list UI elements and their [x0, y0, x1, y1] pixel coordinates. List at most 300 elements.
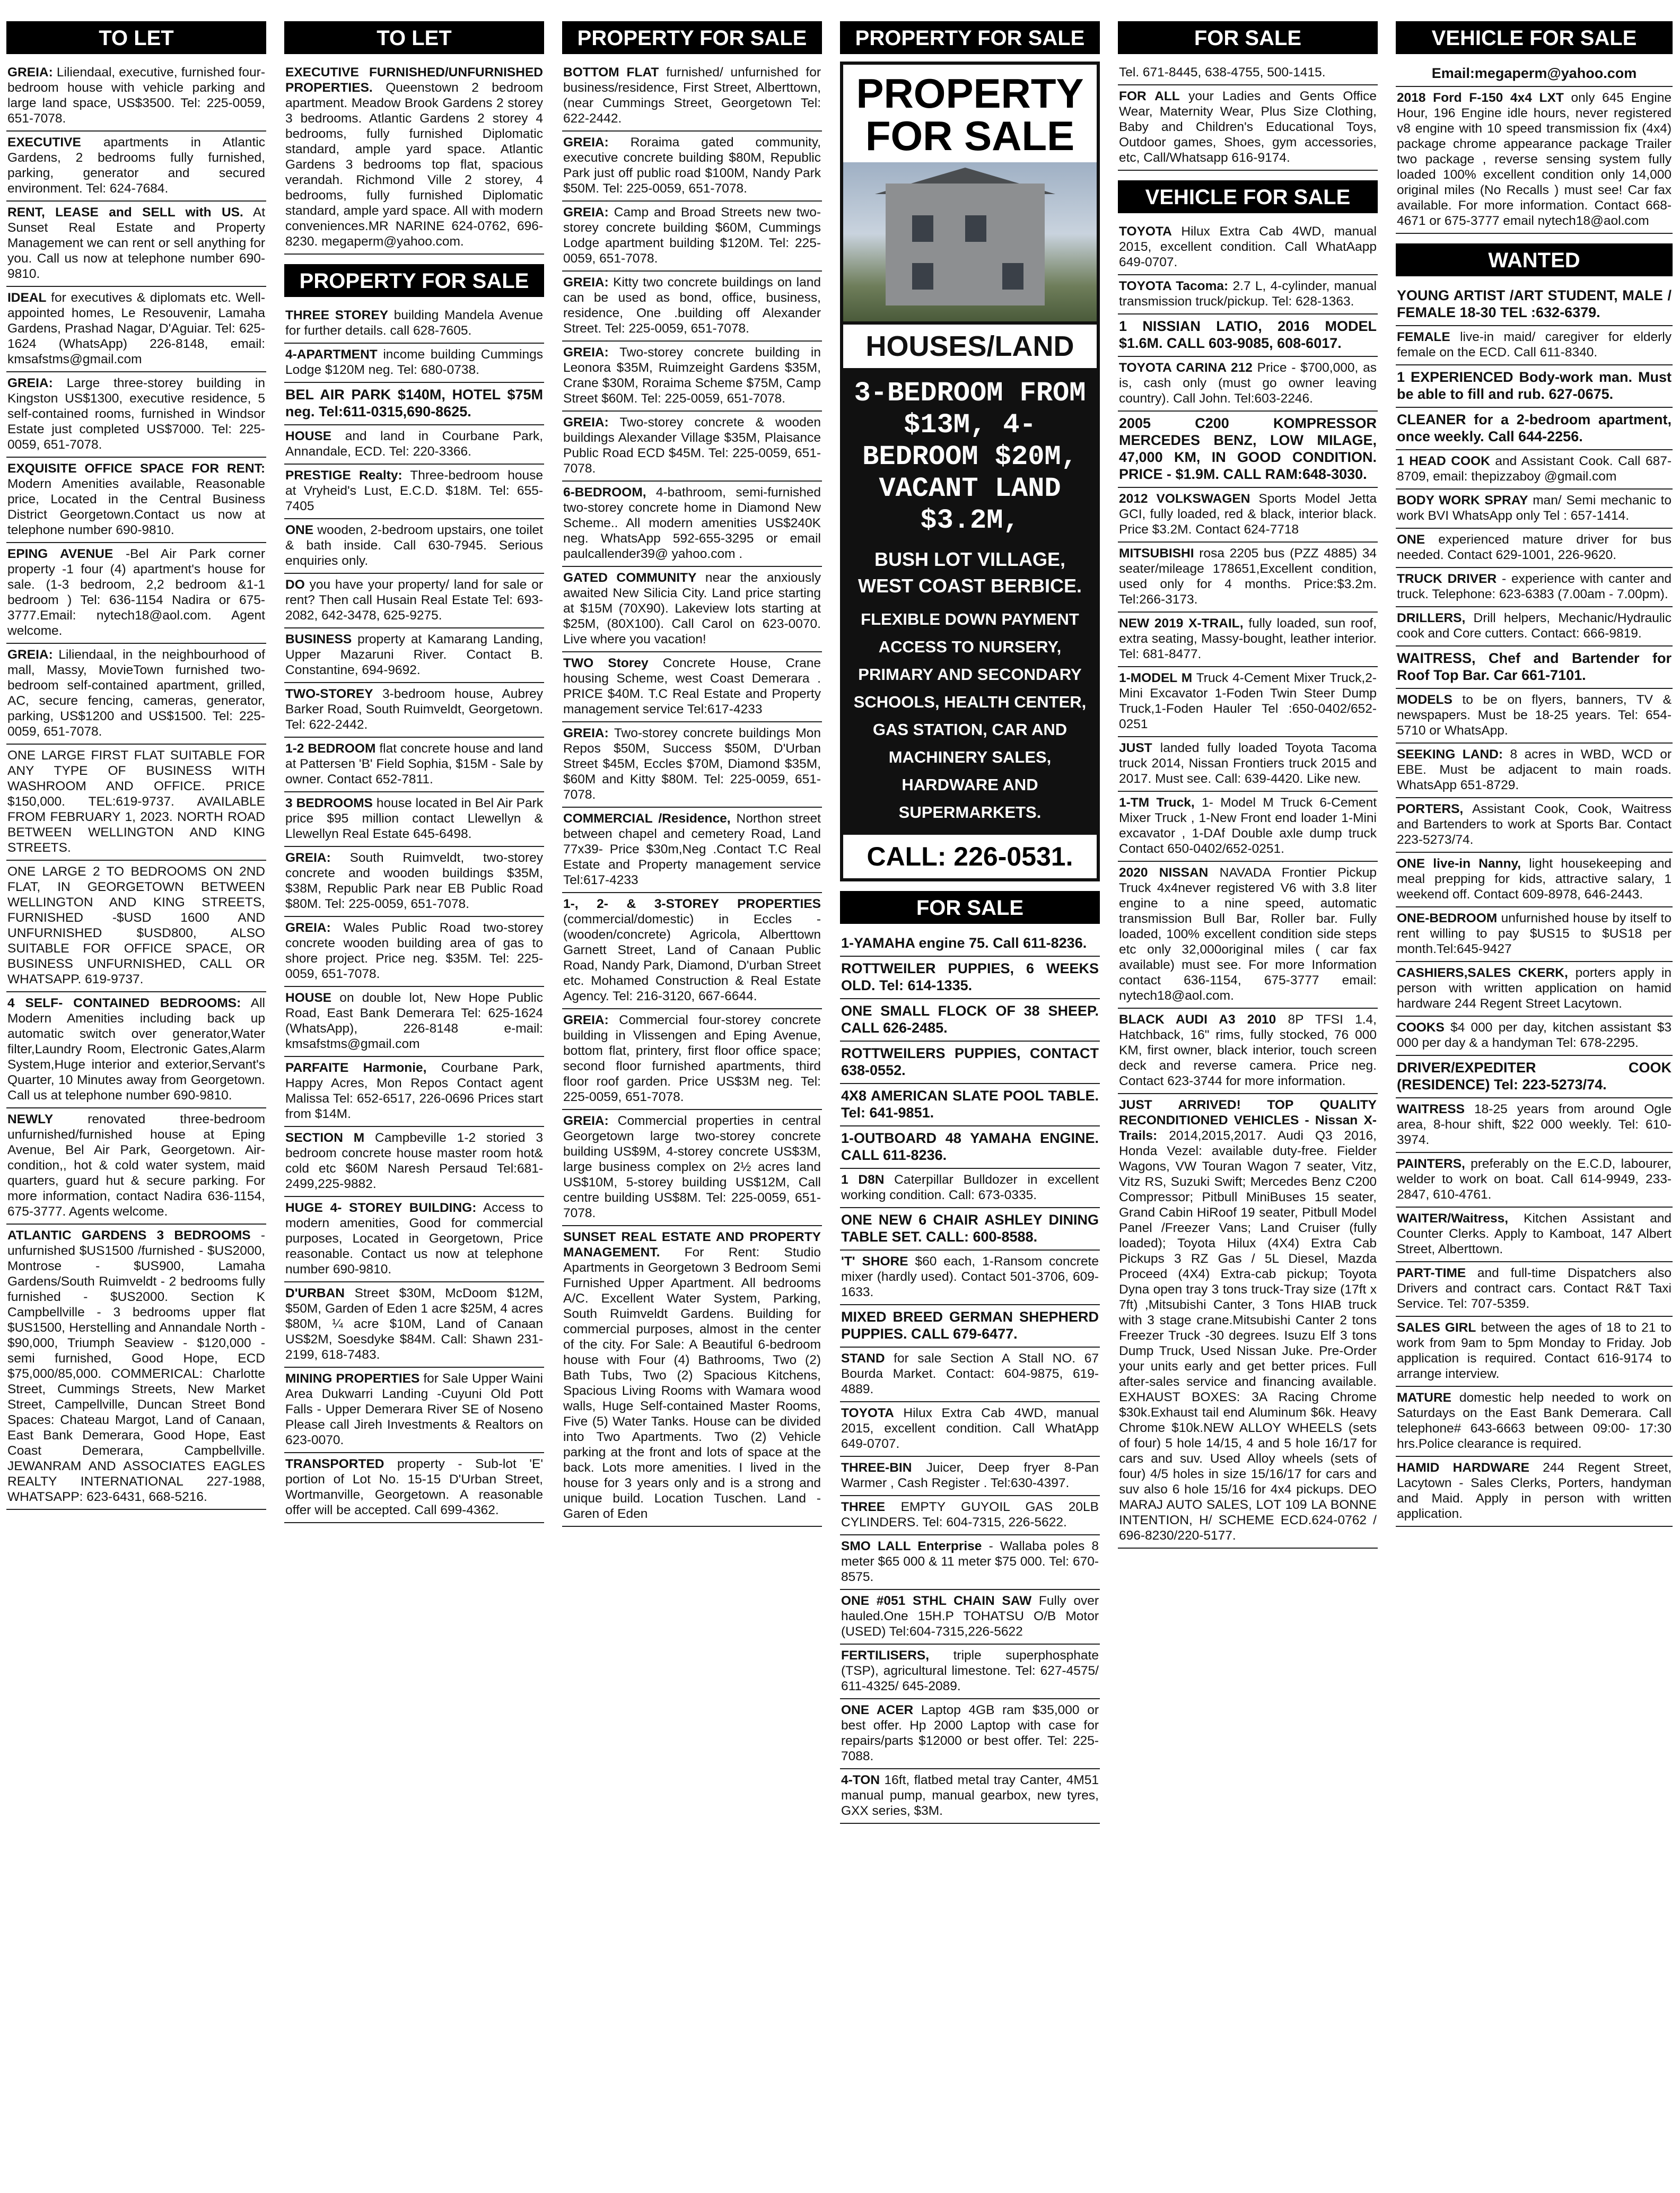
ad-body: Wales Public Road two-storey concrete wooden building area of gas to shore project. Price neg. $35M. Tel: 225-0059, 651-7078. — [285, 921, 543, 981]
ad-body: Juicer, Deep fryer 8-Pan Warmer , Cash Register . Tel:630-4397. — [841, 1461, 1099, 1490]
ad-body: Caterpillar Bulldozer in excellent working condition. Call: 673-0335. — [841, 1173, 1099, 1202]
ad-body: on double lot, New Hope Public Road, East Bank Demerara Tel: 625-1624 (WhatsApp), 226-8148 e-mail: kmsafstms@gmail.com — [285, 991, 543, 1051]
feature-location: BUSH LOT VILLAGE, WEST COAST BERBICE. — [843, 542, 1097, 604]
classified-ad — [1396, 1017, 1673, 1056]
classified-ad — [284, 1453, 544, 1523]
ad-lead: ONE — [285, 523, 314, 537]
ad-list — [562, 62, 822, 1527]
section-heading: TO LET — [284, 21, 544, 54]
ad-body: Courbane Park, Happy Acres, Mon Repos Contact agent Malissa Tel: 652-6517, 226-0696 Prices start from $14M. — [285, 1061, 543, 1121]
feature-amenities: FLEXIBLE DOWN PAYMENT ACCESS TO NURSERY, PRIMARY AND SECONDARY SCHOOLS, HEALTH CENTER, GAS STATION, CAR AND MACHINERY SALES, HARDWARE AND SUPERMARKETS. — [843, 604, 1097, 832]
ad-body: 16ft, flatbed metal tray Canter, 4M51 manual pump, manual gearbox, new tyres, GXX series, $3M. — [841, 1773, 1099, 1818]
classified-ad — [1118, 737, 1378, 792]
classified-ad — [562, 62, 822, 132]
ad-body: you have your property/ land for sale or rent? Then call Husain Real Estate Tel: 693-2082, 642-3478, 625-9275. — [285, 578, 543, 623]
house-window — [965, 215, 986, 242]
ad-lead: THREE STOREY — [285, 308, 389, 322]
ad-body: Two-storey concrete building in Leonora $35M, Ruimzeight Gardens $35M, Crane $30M, Roraima Scheme $75M, Camp Street $60M. Tel: 225-0059, 651-7078. — [563, 345, 821, 406]
ad-body: fully loaded, sun roof, extra seating, Massy-bought, leather interior. Tel: 681-8477. — [1119, 616, 1377, 661]
classified-ad — [1396, 408, 1673, 450]
ad-lead: 1 HEAD COOK — [1397, 454, 1490, 468]
ad-lead: PORTERS, — [1397, 802, 1464, 816]
ad-body: - experience with canter and truck. Telephone: 623-6383 (7.00am - 7.00pm). — [1397, 572, 1672, 601]
ad-lead: RENT, LEASE and SELL with US. — [7, 205, 243, 220]
ad-body: Queenstown 2 bedroom apartment. Meadow Brook Gardens 2 storey 3 bedrooms. Atlantic Gardens 2 storey 4 bedrooms, fully furnished Diplomatic standard, ample yard space. Atlantic Gardens 3 bedrooms top flat, spacious verandah. Richmond Ville 2 storey, 4 bedrooms, fully furnished Diplomatic standard, ample yard space. All with modern conveniences.MR NARINE 624-0762, 696-8230. megaperm@yahoo.com. — [285, 81, 543, 249]
classified-ad — [562, 1226, 822, 1527]
ad-body: Hilux Extra Cab 4WD, manual 2015, excellent condition. Call WhatApp 649-0707. — [841, 1406, 1099, 1451]
classified-ad — [284, 425, 544, 465]
ad-body: for executives & diplomats etc. Well-appointed homes, Le Resouvenir, Lamaha Gardens, Prashad Nagar, D'Aguiar. Tel: 625-1624 (WhatsApp) 226-8148, email: kmsafstms@gmail.com — [7, 291, 265, 366]
ad-lead: STAND — [841, 1351, 885, 1366]
ad-body: Camp and Broad Streets new two-storey concrete building $60M, Cummings Lodge apartment building $120M. Tel: 225-0059, 651-7078. — [563, 205, 821, 266]
ad-lead: 1-, 2- & 3-STOREY PROPERTIES — [563, 897, 821, 911]
ad-lead: GREIA: — [285, 921, 331, 935]
classified-ad — [562, 342, 822, 412]
ad-lead: THREE-BIN — [841, 1461, 912, 1475]
ad-body: building Mandela Avenue for further details. call 628-7605. — [285, 308, 543, 338]
classified-ad — [1118, 275, 1378, 314]
ad-lead: BODY WORK SPRAY — [1397, 493, 1528, 508]
classified-ad — [840, 1402, 1100, 1457]
ad-lead: WAITRESS — [1397, 1102, 1465, 1116]
ad-lead: PRESTIGE Realty: — [285, 468, 402, 483]
section-heading: TO LET — [6, 21, 266, 54]
ad-body: $4 000 per day, kitchen assistant $3 000 per day & a handyman Tel: 678-2295. — [1397, 1020, 1672, 1050]
section-heading: PROPERTY FOR SALE — [284, 264, 544, 297]
ad-list — [1118, 62, 1378, 171]
classified-ad — [840, 1590, 1100, 1645]
classified-ad — [1396, 798, 1673, 853]
classified-ad — [1118, 862, 1378, 1009]
classified-ad — [562, 567, 822, 652]
ad-lead: GREIA: — [285, 851, 331, 865]
ad-list — [1396, 284, 1673, 1527]
ad-body: furnished/ unfurnished for business/residence, First Street, Alberttown, (near Cummings Street, Georgetown Tel: 622-2442. — [563, 65, 821, 126]
ad-lead: ONE SMALL FLOCK OF 38 SHEEP. CALL 626-2485. — [841, 1003, 1099, 1036]
classified-ad — [284, 465, 544, 519]
section-heading: VEHICLE FOR SALE — [1396, 21, 1673, 54]
ad-lead: FERTILISERS, — [841, 1648, 930, 1663]
ad-body: Sports Model Jetta GCI, fully loaded, red & black, interior black. Price $3.2M. Contact 624-7718 — [1119, 492, 1377, 537]
ad-lead: COMMERCIAL /Residence, — [563, 811, 731, 826]
ad-body: Roraima gated community, executive concrete building $80M, Republic Park just off public road $100M, Nandy Park $50M. Tel: 225-0059, 651-7078. — [563, 135, 821, 196]
ad-list — [284, 62, 544, 255]
classified-ad — [562, 202, 822, 272]
classified-ad — [1396, 853, 1673, 907]
ad-lead: 2020 NISSAN — [1119, 866, 1209, 880]
classified-ad — [6, 202, 266, 287]
ad-lead: ONE-BEDROOM — [1397, 911, 1498, 925]
classified-ad — [1118, 1009, 1378, 1094]
ad-body: only 645 Engine Hour, 196 Engine idle hours, never registered v8 engine with 10 speed transmission fix (4x4) package chrome appearance package Trailer two package , reverse sensing system fully loaded 100% excellent condition only 14,000 original miles (No Recalls ) must see! Car fax available. For more information. Contact 668-4671 or 675-3777 email nytech18@aol.com — [1397, 91, 1672, 228]
ad-body: $60 each, 1-Ransom concrete mixer (hardly used). Contact 501-3706, 609-1633. — [841, 1254, 1099, 1299]
ad-body: Three-bedroom house at Vryheid's Lust, E.C.D. $18M. Tel: 655-7405 — [285, 468, 544, 513]
ad-lead: PARFAITE Harmonie, — [285, 1061, 427, 1075]
ad-lead: MATURE — [1397, 1391, 1451, 1405]
ad-body: property at Kamarang Landing, Upper Mazaruni River. Contact B. Constantine, 694-9692. — [285, 632, 543, 677]
classified-ad — [1396, 689, 1673, 744]
classified-ad — [1118, 412, 1378, 488]
classified-ad — [1396, 326, 1673, 365]
classified-ad — [1118, 792, 1378, 862]
classified-ad — [1118, 1094, 1378, 1549]
ad-body: apartments in Atlantic Gardens, 2 bedrooms fully furnished, parking, generator and secured environment. Tel: 624-7684. — [7, 135, 265, 196]
ad-lead: MINING PROPERTIES — [285, 1371, 420, 1386]
ad-list — [1118, 221, 1378, 1549]
ad-lead: 'T' SHORE — [841, 1254, 908, 1269]
ad-body: Kitty two concrete buildings on land can be used as bond, office, business, residence, One .building off Alexander Street. Tel: 225-0059, 651-7078. — [563, 275, 821, 336]
ad-lead: ATLANTIC GARDENS 3 BEDROOMS — [7, 1228, 251, 1243]
ad-body: triple superphosphate (TSP), agricultural limestone. Tel: 627-4575/ 611-4325/ 645-2089. — [841, 1648, 1099, 1693]
classified-ad — [1396, 607, 1673, 646]
ad-body: All Modern Amenities including back up automatic switch over generator,Water filter,Laundry Room, Electronic Gates,Alarm System,Huge interior and exterior,Servant's Quarter, 10 Minutes away from Georgetown. Call us at telephone number 690-9810. — [7, 996, 265, 1103]
ad-body: (commercial/domestic) in Eccles - (wooden/concrete) Agricola, Alberttown Garnett Street, Land of Canaan Public Road, Nandy Park, Diamond, D'urban Street etc. Mohamed Construction & Real Estate Agency. Tel: 216-3120, 667-6644. — [563, 912, 821, 1003]
ad-body: live-in maid/ caregiver for elderly female on the ECD. Call 611-8340. — [1397, 330, 1672, 360]
ad-body: NAVADA Frontier Pickup Truck 4x4never registered V6 with 3.8 liter engine to a nine speed, automatic transmission Bull Bar, Roller bar. Fully loaded, 100% excellent condition side steps etc only 32,000original miles ( car fax available) must see. For more Information contact 636-1154, 675-3777 email: nytech18@aol.com. — [1119, 866, 1377, 1003]
ad-lead: GREIA: — [563, 135, 609, 150]
section-heading: FOR SALE — [1118, 21, 1378, 54]
section-heading: PROPERTY FOR SALE — [840, 21, 1100, 54]
ad-lead: HOUSE — [285, 991, 332, 1005]
ad-lead: FOR ALL — [1119, 89, 1180, 103]
ad-body: Fully over hauled.One 15H.P TOHATSU O/B Motor (USED) Tel:604-7315,226-5622 — [841, 1594, 1099, 1639]
classified-ad — [1396, 1317, 1673, 1387]
ad-lead: GREIA: — [563, 205, 609, 220]
ad-body: For Rent: Studio Apartments in Georgetown 3 Bedroom Semi Furnished Upper Apartment. All bedrooms A/C. Excellent Water System, Parking, South Ruimveldt Gardens. Building for commercial purposes, almost in the center of the city. For Sale: A Beautiful 6-bedroom house with Four (4) Bathrooms, Two (2) Bath Tubs, Two (2) Spacious Kitchens, Spacious Living Rooms with Wamara wood walls, Huge Self-contained Master Rooms, Five (5) Water Tanks. House can be divided into Two Apartments. Two (2) Vehicle parking at the front and lots of space at the back. Lots more amenities. I lived in the house for 3 years only and is a strong and unique build. Location Tuschen. Land - Garen of Eden — [563, 1245, 821, 1521]
classified-ad — [284, 383, 544, 425]
ad-body: Kitchen Assistant and Counter Clerks. Apply to Kamboat, 147 Albert Street, Alberttown. — [1397, 1211, 1672, 1256]
ad-body: ONE LARGE 2 TO BEDROOMS ON 2ND FLAT, IN GEORGETOWN BETWEEN WELLINGTON AND KING STREETS, FURNISHED -$USD 1600 AND UNFURNISHED $USD800, ALSO SUITABLE FOR OFFICE SPACE, OR BUSINESS UNFURNISHED, CALL OR WHATSAPP. 619-9737. — [7, 864, 265, 986]
classified-ad — [1396, 1387, 1673, 1457]
classified-ad — [284, 344, 544, 383]
ad-body: and land in Courbane Park, Annandale, ECD. Tel: 220-3366. — [285, 429, 543, 459]
classified-ad — [840, 1645, 1100, 1699]
classified-ad — [1396, 962, 1673, 1017]
classified-ad — [840, 1535, 1100, 1590]
classified-ad — [1118, 85, 1378, 171]
classified-ad — [1396, 450, 1673, 490]
ad-body: 2.7 L, 4-cylinder, manual transmission truck/pickup. Tel: 628-1363. — [1119, 279, 1377, 309]
classified-ad — [840, 1084, 1100, 1126]
classified-ad — [562, 272, 822, 342]
ad-lead: GREIA: — [563, 275, 609, 290]
classified-ad — [284, 304, 544, 344]
ad-lead: NEW 2019 X-TRAIL, — [1119, 616, 1244, 631]
ad-body: for sale Section A Stall NO. 67 Bourda Market. Contact: 604-9875, 619-4889. — [841, 1351, 1099, 1396]
classified-ad — [1396, 490, 1673, 529]
ad-lead: DO — [285, 578, 305, 592]
ad-lead: 1 D8N — [841, 1173, 885, 1187]
ad-body: 2014,2015,2017. Audi Q3 2016, Honda Vezel: available duty-free. Fielder Wagons, VW Touran Wagon 7 seater, Vitz, Vitz RS, Suzuki Swift; Mercedes Benz C200 Compressor; Pitbull MiniBuses 15 seater, Grand Cabin HiRoof 19 seater, Pitbull Model Panel /Freezer Vans; Land Cruiser (fully loaded); Toyota Hilux (4X4) Extra Cab Pickups 3 RZ Gas / 5L Diesel, Mazda Proceed (4X4) Extra-cab pickup; Toyota Dyna open tray 3 tons truck-Tray size (17ft x 7ft) ,Mitsubishi Canter, 3 Tons HIAB truck with 3 stage crane.Mitsubishi Canter 2 tons Freezer Truck -30 degrees. Isuzu Elf 3 tons Dump Truck, Used Nissan Juke. Pre-Order your units early and get better prices. Full after-sales service and financing available. EXHAUST BOXES: 3A Racing Chrome $30k.Exhaust tail end Aluminum $6k. Heavy Chrome $10k.NEW ALLOY WHEELS (sets of four) 5 hole 14/15, 4 and 5 hole 16/17 for cars and suv. Used Alloy wheels (sets of four) 4/5 holes in size 15/16/17 for cars and suv also 6 hole 15/16 for 4x4 pickups. DEO MARAJ AUTO SALES, LOT 109 LA BONNE INTENTION, H/ SCHEME ECD.624-0762 / 696-8230/220-5177. — [1119, 1129, 1377, 1543]
ad-lead: TWO Storey — [563, 656, 649, 670]
classified-ad — [6, 861, 266, 992]
feature-title: PROPERTY FOR SALE — [843, 65, 1097, 162]
classified-ad — [6, 62, 266, 132]
classified-ad — [840, 931, 1100, 957]
ad-lead: MODELS — [1397, 693, 1452, 707]
property-feature-box — [840, 62, 1100, 881]
classified-ad — [840, 1348, 1100, 1402]
ad-body: Two-storey concrete & wooden buildings Alexander Village $35M, Plaisance Public Road ECD $45M. Tel: 225-0059, 651-7078. — [563, 415, 821, 476]
ad-lead: EXECUTIVE — [7, 135, 81, 150]
ad-lead: NEWLY — [7, 1112, 54, 1126]
ad-lead: GREIA: — [563, 415, 609, 430]
classified-ad — [284, 847, 544, 917]
ad-lead: DRILLERS, — [1397, 611, 1466, 625]
ad-lead: WAITER/Waitress, — [1397, 1211, 1509, 1226]
ad-lead: HUGE 4- STOREY BUILDING: — [285, 1201, 477, 1215]
classified-ad — [840, 1305, 1100, 1348]
classified-ad — [1118, 221, 1378, 275]
ad-body: 4-bathroom, semi-furnished two-storey concrete home in Diamond New Scheme.. All modern amenities US$240K neg. WhatsApp 592-655-3295 or email paulcallender39@ yahoo.com . — [563, 485, 821, 561]
classified-ad — [562, 1110, 822, 1226]
ad-lead: FEMALE — [1397, 330, 1450, 344]
ad-body: Commercial properties in central Georgetown large two-storey concrete building US$9M, 4-storey concrete US$3M, large business complex on 2½ acres land US$10M, 5-storey building US$12M, Call centre building US$8M. Tel: 225-0059, 651-7078. — [563, 1114, 821, 1220]
classified-ad — [284, 62, 544, 255]
ad-body: unfurnished house by itself to rent willing to pay $US15 to $US18 per month.Tel:645-9427 — [1397, 911, 1672, 956]
classified-ad — [1396, 365, 1673, 408]
classified-ad — [6, 543, 266, 644]
classified-ad — [562, 808, 822, 893]
ad-lead: ONE #051 STHL CHAIN SAW — [841, 1594, 1032, 1608]
ad-body: - Wallaba poles 8 meter $65 000 & 11 meter $75 000. Tel: 670-8575. — [841, 1539, 1099, 1584]
ad-body: between the ages of 18 to 21 to work from 9am to 5pm Monday to Friday. Job application is required. Contact 616-9174 to arrange interview. — [1397, 1321, 1672, 1381]
classified-ad — [284, 1127, 544, 1197]
ad-lead: JUST ARRIVED! TOP QUALITY RECONDITIONED VEHICLES - Nissan X-Trails: — [1119, 1098, 1377, 1143]
ad-body: man/ Semi mechanic to work BVI WhatsApp only Tel : 657-1414. — [1397, 493, 1672, 523]
ad-lead: CASHIERS,SALES CKERK, — [1397, 966, 1568, 980]
classified-ad — [840, 957, 1100, 999]
ad-body: Laptop 4GB ram $35,000 or best offer. Hp 2000 Laptop with case for repairs/parts $12000 or best offer. Tel: 225-7088. — [841, 1703, 1099, 1763]
ad-body: Two-storey concrete buildings Mon Repos $50M, Success $50M, D'Urban Street $45M, Eccles $70M, Diamond $35M, $60M and Kitty $80M. Tel: 225-0059, 651-7078. — [563, 726, 821, 802]
ad-lead: 2012 VOLKSWAGEN — [1119, 492, 1250, 506]
ad-lead: PAINTERS, — [1397, 1157, 1465, 1171]
ad-lead: TWO-STOREY — [285, 687, 373, 701]
ad-body: At Sunset Real Estate and Property Management we can rent or sell anything for you. Call us now at telephone number 690-9810. — [7, 205, 266, 281]
classified-ad — [840, 1208, 1100, 1251]
ad-body: -Bel Air Park corner property -1 four (4) apartment's house for sale. (1-3 bedroom, 2,2 bedroom &1-1 bedroom ) Tel: 636-1154 Nadira or 675-3777.Email: nytech18@aol.com. Agent welcome. — [7, 547, 265, 638]
ad-lead: TOYOTA — [1119, 224, 1172, 239]
ad-lead: GREIA: — [563, 726, 609, 740]
ad-lead: EXQUISITE OFFICE SPACE FOR RENT: — [7, 461, 265, 476]
classified-ad — [1396, 907, 1673, 962]
classified-ad — [840, 1169, 1100, 1208]
classified-ad — [6, 1108, 266, 1225]
ad-lead: 1-OUTBOARD 48 YAMAHA ENGINE. CALL 611-8236. — [841, 1130, 1099, 1163]
classified-ad — [1396, 1153, 1673, 1208]
ad-lead: 4X8 AMERICAN SLATE POOL TABLE. Tel: 641-9851. — [841, 1088, 1099, 1121]
ad-body: your Ladies and Gents Office Wear, Maternity Wear, Plus Size Clothing, Baby and Children's Educational Toys, Outdoor games, Shoes, gym accessories, etc, Call/Whatsapp 616-9174. — [1119, 89, 1377, 165]
ad-lead: WAITRESS, Chef and Bartender for Roof Top Bar. Car 661-7101. — [1397, 650, 1672, 683]
classified-ad — [1396, 568, 1673, 607]
ad-body: Liliendaal, in the neighbourhood of mall, Massy, MovieTown furnished two-bedroom self-contained apartment, grilled, AC, secure fencing, cameras, generator, parking, US$1200 and US$1500. Tel: 225-0059, 651-7078. — [7, 648, 265, 739]
ad-body: Hilux Extra Cab 4WD, manual 2015, excellent condition. Call WhatAapp 649-0707. — [1119, 224, 1377, 269]
ad-body: rosa 2205 bus (PZZ 4885) 34 seater/mileage 178651,Excellent condition, used only for 4 months. Price:$3.2m. Tel:266-3173. — [1119, 546, 1377, 607]
classified-ad — [284, 792, 544, 847]
ad-lead: MITSUBISHI — [1119, 546, 1194, 561]
ad-body: flat concrete house and land at Pattersen 'B' Field Sophia, $15M - Sale by owner. Contact 652-7811. — [285, 741, 544, 787]
classified-ad — [840, 1126, 1100, 1169]
ad-lead: 4-TON — [841, 1773, 880, 1787]
ad-body: renovated three-bedroom unfurnished/furnished house at Eping Avenue, Bel Air Park, Georgetown. Air-condition,, hot & cold water system, maid quarters, guard hut & secure parking. For more information, contact Nadira 636-1154, 675-3777. Agents welcome. — [7, 1112, 265, 1219]
ad-lead: GREIA: — [563, 1114, 609, 1128]
column-feature-and-for-sale — [840, 21, 1100, 2188]
ad-lead: BEL AIR PARK $140M, HOTEL $75M neg. Tel:611-0315,690-8625. — [285, 387, 543, 420]
ad-lead: JUST — [1119, 741, 1152, 755]
classified-ad — [1396, 744, 1673, 798]
classified-ad — [284, 738, 544, 792]
ad-lead: GREIA: — [7, 648, 53, 662]
ad-body: Campbeville 1-2 storied 3 bedroom concrete house master room hot& cold etc $60M Naresh Persaud Tel:681-2499,225-9882. — [285, 1131, 543, 1191]
classified-ad — [1396, 1457, 1673, 1527]
column-property-for-sale — [562, 21, 822, 2188]
ad-body: 8 acres in WBD, WCD or EBE. Must be adjacent to main roads. WhatsApp 651-8729. — [1397, 747, 1672, 792]
feature-subtitle: HOUSES/LAND — [843, 321, 1097, 368]
classified-ad — [840, 999, 1100, 1042]
ad-body: near the anxiously awaited New Silicia City. Land price starting at $15M (70X90). Lakeview lots starting at $25M, (80X100). Call Carol on 623-0070. Live where you vacation! — [563, 571, 821, 646]
ad-body: wooden, 2-bedroom upstairs, one toilet & bath inside. Call 630-7945. Serious enquiries only. — [285, 523, 543, 568]
ad-body: Modern Amenities available, Reasonable price, Located in the Central Business District Georgetown.Contact us now at telephone number 690-9810. — [7, 477, 265, 537]
ad-body: EMPTY GUYOIL GAS 20LB CYLINDERS. Tel: 604-7315, 226-5622. — [841, 1500, 1099, 1530]
ad-lead: SMO LALL Enterprise — [841, 1539, 982, 1553]
classified-ad — [562, 1009, 822, 1110]
section-heading: PROPERTY FOR SALE — [562, 21, 822, 54]
ad-list — [840, 931, 1100, 1824]
classified-ad — [840, 1699, 1100, 1769]
classified-ad — [1396, 284, 1673, 326]
email-line: Email:megaperm@yahoo.com — [1396, 62, 1673, 87]
ad-body: 244 Regent Street, Lacytown - Sales Clerks, Porters, handyman and Maid. Apply in person with written application. — [1397, 1461, 1672, 1521]
ad-lead: TOYOTA Tacoma: — [1119, 279, 1229, 293]
section-heading: FOR SALE — [840, 891, 1100, 924]
house-window — [912, 215, 933, 242]
ad-lead: 2018 Ford F-150 4x4 LXT — [1397, 91, 1564, 105]
classified-ad — [6, 458, 266, 543]
classified-ad — [284, 683, 544, 738]
ad-body: to be on flyers, banners, TV & newspapers. Must be 18-25 years. Tel: 654-5710 or WhatsApp. — [1397, 693, 1672, 738]
ad-lead: SUNSET REAL ESTATE AND PROPERTY MANAGEMENT. — [563, 1230, 821, 1260]
ad-lead: 1-TM Truck, — [1119, 796, 1195, 810]
ad-lead: TOYOTA CARINA 212 — [1119, 361, 1253, 375]
ad-lead: 1 NISSIAN LATIO, 2016 MODEL $1.6M. CALL 603-9085, 608-6017. — [1119, 318, 1377, 351]
classified-ad — [840, 1769, 1100, 1824]
ad-body: and full-time Dispatchers also Drivers and contract cars. Contact R&T Taxi Service. Tel: 707-5359. — [1397, 1266, 1672, 1311]
ad-lead: HAMID HARDWARE — [1397, 1461, 1529, 1475]
ad-lead: 1-MODEL M — [1119, 671, 1193, 685]
section-heading: WANTED — [1396, 243, 1673, 276]
ad-lead: D'URBAN — [285, 1286, 345, 1300]
ad-lead: ONE ACER — [841, 1703, 914, 1717]
ad-body: and Assistant Cook. Call 687-8709, email: thepizzaboy @gmail.com — [1397, 454, 1672, 484]
ad-lead: 3 BEDROOMS — [285, 796, 373, 810]
classified-ad — [562, 412, 822, 482]
classified-ad — [840, 1042, 1100, 1084]
classified-ad — [1118, 62, 1378, 85]
ad-body: Northon street between chapel and cemetery Road, Land 77x39- Price $30m,Neg .Contact T.C Real Estate and Property management service Tel:617-4233 — [563, 811, 821, 887]
ad-lead: ROTTWEILERS PUPPIES, CONTACT 638-0552. — [841, 1045, 1099, 1078]
ad-lead: TOYOTA — [841, 1406, 894, 1420]
ad-body: 3-bedroom house, Aubrey Barker Road, South Ruimveldt, Georgetown. Tel: 622-2442. — [285, 687, 543, 732]
ad-body: for Sale Upper Waini Area Dukwarri Landing -Cuyuni Old Pott Falls - Upper Demerara River SE of Noseno Please call Jireh Investments & Realtors on 623-0070. — [285, 1371, 543, 1447]
classified-ad — [1118, 488, 1378, 543]
ad-lead: SALES GIRL — [1397, 1321, 1476, 1335]
ad-lead: ONE live-in Nanny, — [1397, 857, 1521, 871]
classified-ad — [6, 372, 266, 458]
ad-lead: 2005 C200 KOMPRESSOR MERCEDES BENZ, LOW MILAGE, 47,000 KM, IN GOOD CONDITION. PRICE - $1.9M. CALL RAM:648-3030. — [1119, 415, 1377, 482]
classified-ad — [1118, 667, 1378, 737]
house-photo — [843, 162, 1097, 321]
classified-ad — [562, 482, 822, 567]
ad-body: Truck 4-Cement Mixer Truck,2-Mini Excavator 1-Foden Twin Steer Dump Truck,1-Foden Hauler Tel :650-0402/652-0251 — [1119, 671, 1377, 731]
classified-ad — [1118, 613, 1378, 667]
classified-ad — [1396, 87, 1673, 234]
ad-lead: ROTTWEILER PUPPIES, 6 WEEKS OLD. Tel: 614-1335. — [841, 960, 1099, 993]
ad-lead: TRANSPORTED — [285, 1457, 384, 1471]
classified-ad — [6, 644, 266, 745]
ad-lead: THREE — [841, 1500, 886, 1514]
ad-lead: COOKS — [1397, 1020, 1445, 1035]
ad-body: 1- Model M Truck 6-Cement Mixer Truck , 1-New Front end loader 1-Mini excavator , 1-DAf Double axle dump truck Contact 650-0402/652-0251. — [1119, 796, 1377, 856]
ad-body: ONE LARGE FIRST FLAT SUITABLE FOR ANY TYPE OF BUSINESS WITH WASHROOM AND OFFICE. PRICE $150,000. TEL:619-9737. AVAILABLE FROM FEBRUARY 1, 2023. NORTH ROAD BETWEEN WELLINGTON AND KING STREETS. — [7, 748, 265, 855]
ad-lead: 6-BEDROOM, — [563, 485, 646, 500]
ad-body: Street $30M, McDoom $12M, $50M, Garden of Eden 1 acre $25M, 4 acres $80M, ¼ acre $10M, Land of Canaan US$2M, Soesdyke $84M. Call: Shawn 231-2199, 618-7483. — [285, 1286, 543, 1362]
ad-body: experienced mature driver for bus needed. Contact 629-1001, 226-9620. — [1397, 532, 1672, 562]
ad-lead: GATED COMMUNITY — [563, 571, 697, 585]
ad-list — [6, 62, 266, 1510]
column-vehicle-and-wanted — [1396, 21, 1673, 2188]
classified-ad — [284, 1282, 544, 1368]
ad-lead: DRIVER/EXPEDITER COOK (RESIDENCE) Tel: 223-5273/74. — [1397, 1060, 1672, 1093]
ad-lead: 1 EXPERIENCED Body-work man. Must be able to fill and rub. 627-0675. — [1397, 369, 1672, 402]
section-heading: VEHICLE FOR SALE — [1118, 180, 1378, 213]
ad-body: light housekeeping and meal prepping for kids, attractive salary, 1 weekend off. Contact 609-8978, 646-2443. — [1397, 857, 1672, 902]
ad-body: income building Cummings Lodge $120M neg. Tel: 680-0738. — [285, 347, 543, 377]
classified-ad — [1118, 314, 1378, 357]
ad-lead: 1-YAMAHA engine 75. Call 611-8236. — [841, 935, 1087, 951]
classified-ad — [6, 745, 266, 861]
classified-ad — [284, 628, 544, 683]
ad-body: house located in Bel Air Park price $95 million contact Llewellyn & Llewellyn Real Estate 645-6498. — [285, 796, 544, 841]
ad-body: Liliendaal, executive, furnished four-bedroom house with vehicle parking and large land space, US$3500. Tel: 225-0059, 651-7078. — [7, 65, 265, 126]
classified-ad — [840, 1251, 1100, 1305]
ad-body: Assistant Cook, Cook, Waitress and Bartenders to work at Sports Bar. Contact 223-5273/74. — [1397, 802, 1672, 847]
ad-lead: YOUNG ARTIST /ART STUDENT, MALE / FEMALE 18-30 TEL :632-6379. — [1397, 287, 1672, 320]
classified-ad — [6, 992, 266, 1108]
ad-body: 8P TFSI 1.4, Hatchback, 16" rims, fully stocked, 76 000 KM, first owner, black interior, touch screen deck and reverse camera. Price neg. Contact 623-3744 for more information. — [1119, 1012, 1377, 1088]
classified-ad — [6, 1225, 266, 1510]
classified-ad — [1396, 529, 1673, 568]
column-to-let-1 — [6, 21, 266, 2188]
ad-lead: BUSINESS — [285, 632, 352, 646]
ad-list — [1396, 87, 1673, 234]
ad-lead: CLEANER for a 2-bedroom apartment, once weekly. Call 644-2256. — [1397, 412, 1672, 444]
classified-ad — [284, 1197, 544, 1282]
ad-body: Commercial four-storey concrete building in Vlissengen and Eping Avenue, bottom flat, printery, first floor office space; second floor furnished apartments, third floor roof garden. Price US$3M neg. Tel: 225-0059, 651-7078. — [563, 1013, 821, 1104]
ad-body: Access to modern amenities, Good for commercial purposes, Located in Georgetown, Price reasonable. Contact us now at telephone number 690-9810. — [285, 1201, 543, 1277]
classified-ad — [562, 893, 822, 1009]
classified-ad — [1118, 543, 1378, 613]
ad-body: domestic help needed to work on Saturdays on the East Bank Demerara. Call telephone# 643-6663 between 09:00- 17:30 hrs.Police clearance is required. — [1397, 1391, 1672, 1451]
classified-ad — [284, 1057, 544, 1127]
ad-body: Large three-storey building in Kingston US$1300, executive residence, 5 self-contained rooms, furnished in Windsor Estate just completed US$7000. Tel: 225-0059, 651-7078. — [7, 376, 265, 452]
ad-body: property - Sub-lot 'E' portion of Lot No. 15-15 D'Urban Street, Wortmanville, Georgetown. A reasonable offer will be accepted. Call 699-4362. — [285, 1457, 543, 1517]
column-for-sale-vehicles — [1118, 21, 1378, 2188]
classified-ad — [284, 1368, 544, 1453]
feature-offer: 3-BEDROOM FROM $13M, 4-BEDROOM $20M, VACANT LAND $3.2M, — [843, 368, 1097, 542]
ad-body: - unfurnished $US1500 /furnished - $US2000, Montrose - $US900, Lamaha Gardens/South Ruimveldt - 2 bedrooms fully furnished - $US2000. Section K Campbellville - 3 bedrooms upper flat $US1500, Herstelling and Annandale North - $90,000, Triumph Seaview - $120,000 - semi furnished, Good Hope, ECD $75,000/85,000. COMMERICAL: Charlotte Street, Cummings Streets, New Market Street, Campellville, Duncan Street Bond Spaces: Chateau Margot, Land of Canaan, East Bank Demerara, Good Hope, East Coast Demerara, Campbellville. JEWANRAM AND ASSOCIATES EAGLES REALTY INTERNATIONAL 227-1988, WHATSAPP: 623-6431, 668-5216. — [7, 1228, 265, 1504]
classified-ad — [562, 132, 822, 202]
ad-body: Tel. 671-8445, 638-4755, 500-1415. — [1119, 65, 1326, 80]
